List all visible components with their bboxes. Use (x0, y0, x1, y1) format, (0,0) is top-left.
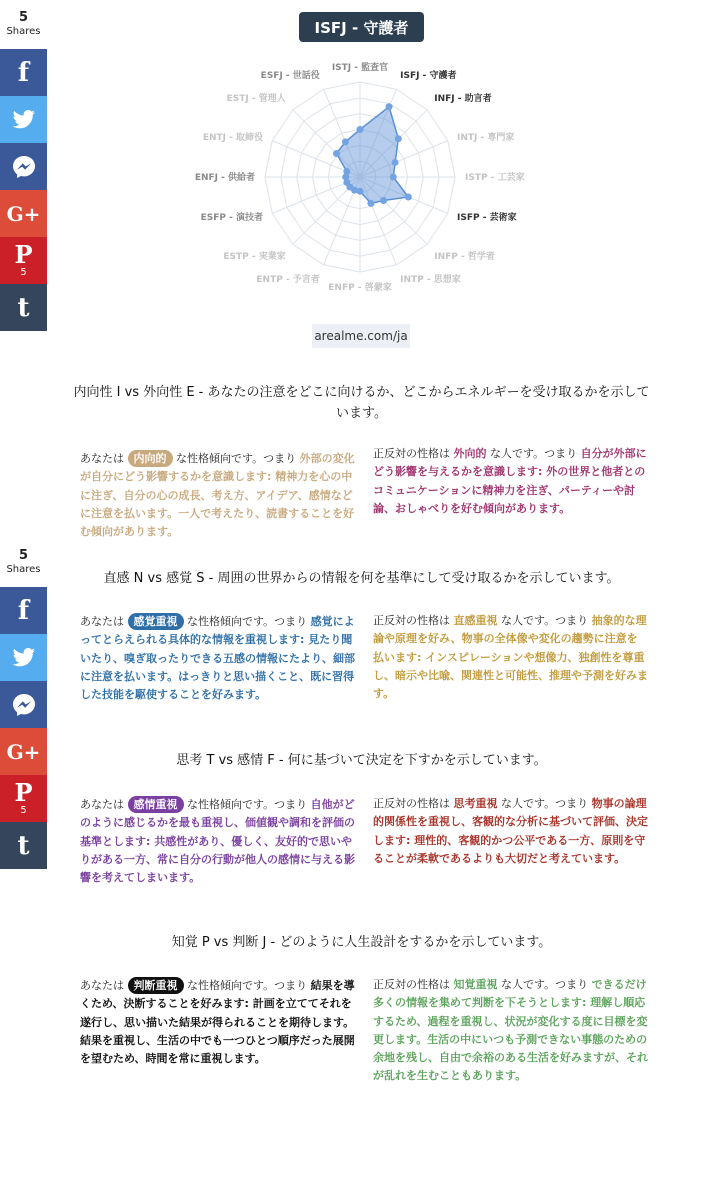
twitter-share-button[interactable] (0, 634, 47, 681)
opposite-prefix: 正反対の性格は (373, 447, 454, 460)
messenger-icon (12, 693, 36, 717)
tumblr-icon: t (17, 292, 30, 323)
tumblr-icon: t (17, 830, 30, 861)
self-prefix: あなたは (80, 798, 128, 811)
trait-word-extrovert: 外向的 (453, 447, 487, 460)
self-mid: な性格傾向です。つまり (183, 798, 311, 811)
share-bar (0, 548, 47, 869)
section-heading-pj: 知覚 P vs 判断 J - どのように人生設計をするかを示しています。 (171, 935, 552, 950)
trait-badge-judging: 判断重視 (128, 977, 184, 994)
messenger-share-button[interactable] (0, 681, 47, 728)
facebook-share-button[interactable] (0, 587, 47, 634)
share-count (0, 10, 47, 39)
radar-point-0 (357, 126, 364, 133)
share-count-number: 5 (18, 10, 29, 25)
radar-point-3 (392, 159, 399, 166)
self-description: 感覚によってとらえられる具体的な情報を重視します: 見たり聞いたり、嗅ぎ取ったりできる五感の情報にたより、細部に注意を払います。はっきりと思い描くこと、既に習得した技能を駆使することを好みます。 (80, 615, 355, 702)
radar-label-6: INFP - 哲学者 (434, 252, 495, 263)
share-bar (0, 10, 47, 331)
radar-label-7: INTP - 思想家 (400, 275, 461, 286)
section-ns-opposite (373, 612, 648, 703)
opposite-description: できるだけ多くの情報を集めて判断を下そうとします: 理解し順応するため、過程を重視し、状況が変化する度に目標を変更します。生活の中にいつも予測できない事態のための余地を残し、自由で余裕のある生活を好みますが、それが乱れを生むこともあります。 (373, 978, 648, 1083)
trait-word-intuition: 直感重視 (453, 614, 498, 627)
tumblr-share-button[interactable] (0, 284, 47, 331)
section-heading-ie: 内向性 I vs 外向性 E - あなたの注意をどこに向けるか、どこからエネルギーを受け取るかを示しています。 (73, 385, 650, 421)
section-pj-opposite (373, 976, 648, 1086)
radar-point-15 (342, 138, 349, 145)
pinterest-count: 5 (20, 804, 27, 816)
radar-label-10: ESTP - 実業家 (223, 252, 286, 263)
site-watermark: arealme.com/ja (312, 324, 410, 348)
radar-label-2: INFJ - 助言者 (434, 93, 492, 104)
section-ie-self (80, 450, 355, 541)
section-tf-opposite (373, 795, 648, 868)
twitter-icon (12, 648, 36, 668)
self-description: 外部の変化が自分にどう影響するかを意識します: 精神力を心の中に注ぎ、自分の心の成長、考え方、アイデア、感情などに注意を払います。一人で考えたり、読書することを好む傾向があります。 (80, 452, 355, 539)
facebook-share-button[interactable] (0, 49, 47, 96)
section-ie-opposite (373, 445, 648, 518)
trait-badge-sensing: 感覚重視 (128, 613, 184, 630)
pinterest-count: 5 (20, 266, 27, 278)
facebook-icon: f (17, 595, 30, 626)
section-ns-self (80, 613, 355, 704)
radar-point-13 (343, 168, 350, 175)
section-heading-ns: 直感 N vs 感覚 S - 周囲の世界からの情報を何を基準にして受け取るかを示しています。 (103, 571, 620, 586)
google-plus-share-button[interactable] (0, 728, 47, 775)
share-count-number: 5 (18, 548, 29, 563)
trait-badge-feeling: 感情重視 (128, 796, 184, 813)
section-heading-tf: 思考 T vs 感情 F - 何に基づいて決定を下すかを示しています。 (176, 753, 547, 768)
messenger-share-button[interactable] (0, 143, 47, 190)
result-title: ISFJ - 守護者 (299, 12, 424, 42)
radar-label-1: ISFJ - 守護者 (400, 70, 457, 81)
pinterest-icon: P (14, 239, 33, 269)
opposite-mid: な人です。つまり (497, 978, 592, 991)
section-tf-self (80, 796, 355, 887)
radar-label-13: ENTJ - 取締役 (202, 132, 263, 143)
radar-point-5 (405, 193, 412, 200)
opposite-description: 自分が外部にどう影響を与えるかを意識します: 外の世界と他者とのコミュニケーションに精神力を注ぎ、パーティーや討論、おしゃべりを好む傾向があります。 (373, 447, 647, 515)
section-pj-self (80, 977, 355, 1068)
pinterest-icon: P (14, 777, 33, 807)
share-count (0, 548, 47, 577)
radar-point-7 (367, 200, 374, 207)
pinterest-share-button[interactable] (0, 775, 47, 822)
opposite-mid: な人です。つまり (497, 797, 592, 810)
share-count-label: Shares (6, 564, 41, 575)
radar-point-14 (333, 150, 340, 157)
trait-word-thinking: 思考重視 (453, 797, 498, 810)
google-plus-share-button[interactable] (0, 190, 47, 237)
opposite-prefix: 正反対の性格は (373, 797, 454, 810)
radar-label-5: ISFP - 芸術家 (457, 213, 517, 224)
self-prefix: あなたは (80, 979, 128, 992)
opposite-prefix: 正反対の性格は (373, 978, 454, 991)
self-mid: な性格傾向です。つまり (183, 979, 311, 992)
radar-label-15: ESFJ - 世話役 (260, 70, 320, 81)
radar-point-2 (395, 135, 402, 142)
radar-label-3: INTJ - 専門家 (457, 132, 515, 143)
self-description: 結果を導くため、決断することを好みます: 計画を立ててそれを遂行し、思い描いた結果が得られることを期待します。結果を重視し、生活の中でも一つひとつ順序だった展開を望むため、時間を常に重視します。 (80, 979, 355, 1066)
self-mid: な性格傾向です。つまり (183, 615, 311, 628)
radar-label-9: ENTP - 予言者 (256, 275, 320, 286)
tumblr-share-button[interactable] (0, 822, 47, 869)
self-prefix: あなたは (80, 452, 128, 465)
personality-radar-chart (170, 52, 550, 298)
messenger-icon (12, 155, 36, 179)
radar-label-12: ENFJ - 供給者 (194, 173, 255, 183)
self-prefix: あなたは (80, 615, 128, 628)
self-mid: な性格傾向です。つまり (172, 452, 300, 465)
opposite-description: 物事の論理的関係性を重視し、客観的な分析に基づいて評価、決定します: 理性的、客観的かつ公平である一方、原則を守ることが柔軟であるよりも大切だと考えています。 (373, 797, 648, 865)
twitter-icon (12, 110, 36, 130)
radar-label-8: ENFP - 啓蒙家 (328, 283, 392, 293)
radar-label-11: ESFP - 演技者 (200, 213, 263, 224)
facebook-icon: f (17, 57, 30, 88)
trait-badge-introvert: 内向的 (128, 450, 173, 467)
radar-point-6 (380, 197, 387, 204)
opposite-prefix: 正反対の性格は (373, 614, 454, 627)
self-description: 自他がどのように感じるかを最も重視し、価値観や調和を評価の基準とします: 共感性があり、優しく、友好的で思いやりがある一方、常に自分の行動が他人の感情に与える影響を考えてしまいます。 (80, 798, 355, 885)
opposite-mid: な人です。つまり (497, 614, 592, 627)
google-plus-icon: G+ (6, 739, 41, 764)
radar-point-4 (390, 174, 397, 181)
radar-label-14: ESTJ - 管理人 (226, 93, 286, 104)
opposite-description: 抽象的な理論や原理を好み、物事の全体像や変化の趨勢に注意を払います: インスピレーションや想像力、独創性を尊重し、暗示や比喩、関連性と可能性、推理や予測を好みます。 (373, 614, 648, 701)
google-plus-icon: G+ (6, 201, 41, 226)
share-count-label: Shares (6, 26, 41, 37)
trait-word-perceiving: 知覚重視 (453, 978, 498, 991)
radar-point-1 (386, 103, 393, 110)
radar-label-0: ISTJ - 監査官 (331, 63, 389, 73)
pinterest-share-button[interactable] (0, 237, 47, 284)
opposite-mid: な人です。つまり (486, 447, 581, 460)
radar-label-4: ISTP - 工芸家 (465, 173, 525, 183)
twitter-share-button[interactable] (0, 96, 47, 143)
